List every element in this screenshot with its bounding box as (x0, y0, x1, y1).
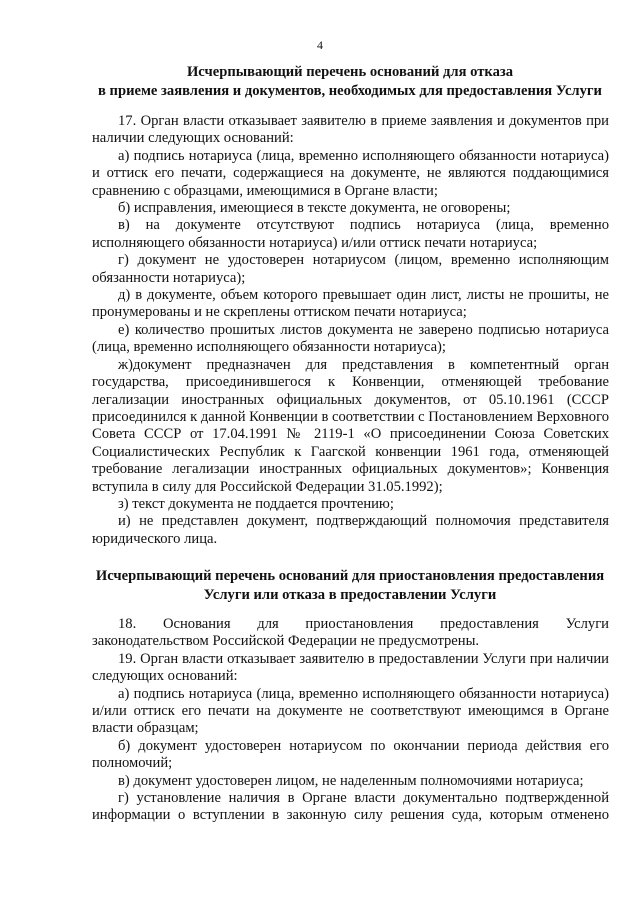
paragraph (92, 252, 609, 287)
paragraph-line: Социалистических Республик к Гаагской конвенции 1961 года, отменяющей (92, 443, 609, 460)
paragraph-line: юридического лица. (92, 530, 218, 547)
paragraph-line: е) количество прошитых листов документа не заверено подписью нотариуса (118, 321, 609, 338)
paragraph-line: присоединился к данной Конвенции в соответствии с Постановлением Верховного (92, 408, 609, 425)
paragraph (92, 357, 609, 496)
page-number: 4 (317, 38, 323, 52)
heading-line: Исчерпывающий перечень оснований для отказа (186, 64, 514, 80)
paragraph-line: требование легализации иностранных официальных документов»; Конвенция (92, 461, 609, 478)
paragraph-line: в) на документе отсутствуют подпись нотариуса (лица, временно (118, 217, 609, 234)
paragraph-line: законодательством Российской Федерации не предусмотрены. (92, 633, 480, 650)
heading-line: в приеме заявления и документов, необходимых для предоставления Услуги (98, 83, 602, 99)
paragraph-line: власти образцам; (92, 720, 199, 737)
paragraph-line: информации о вступлении в законную силу решения суда, которым отменено (92, 807, 609, 824)
section-1-body (92, 113, 609, 548)
paragraph-line: легализации иностранных официальных документов, от 05.10.1961 (СССР (92, 391, 609, 408)
paragraph-line: сравнению с образцами, имеющимися в Органе власти; (92, 182, 438, 199)
paragraph-line: исполняющего обязанности нотариуса) и/или оттиск печати нотариуса; (92, 234, 538, 251)
paragraph-line: б) исправления, имеющиеся в тексте документа, не оговорены; (118, 200, 511, 217)
paragraph-line: в) документ удостоверен лицом, не наделенным полномочиями нотариуса; (118, 772, 584, 789)
paragraph-line: государства, присоединившегося к Конвенции, отменяющей требование (92, 374, 609, 391)
paragraph-line: з) текст документа не поддается прочтению; (118, 495, 394, 512)
paragraph (92, 322, 609, 357)
paragraph (92, 686, 609, 738)
paragraph-line: пронумерованы и не скреплены оттиском печати нотариуса; (92, 304, 467, 321)
section-2-body (92, 616, 609, 825)
paragraph-line: и/или оттиск его печати на документе не соответствуют имеющимся в Органе (92, 703, 609, 720)
paragraph-line: ж)документ предназначен для представления в компетентный орган (118, 356, 609, 373)
paragraph (92, 738, 609, 773)
paragraph (92, 148, 609, 200)
paragraph (92, 113, 609, 148)
paragraph (92, 790, 609, 825)
paragraph-line: 18. Основания для приостановления предоставления Услуги (118, 616, 609, 632)
paragraph (92, 496, 609, 513)
paragraph-line: 19. Орган власти отказывает заявителю в предоставлении Услуги при наличии (118, 650, 609, 667)
paragraph-line: а) подпись нотариуса (лица, временно исполняющего обязанности нотариуса) (118, 685, 609, 702)
paragraph-line: и) не представлен документ, подтверждающий полномочия представителя (118, 513, 609, 530)
paragraph (92, 287, 609, 322)
paragraph-line: 17. Орган власти отказывает заявителю в приеме заявления и документов при (118, 113, 609, 129)
paragraph-line: наличии следующих оснований: (92, 130, 294, 147)
paragraph (92, 200, 609, 217)
paragraph-line: вступила в силу для Российской Федерации 31.05.1992); (92, 478, 443, 495)
paragraph (92, 513, 609, 548)
paragraph (92, 651, 609, 686)
paragraph (92, 217, 609, 252)
paragraph-line: и оттиск его печати, содержащиеся на документе, не являются поддающимися (92, 165, 609, 182)
paragraph-line: следующих оснований: (92, 668, 238, 685)
section-1-heading (80, 63, 620, 101)
paragraph-line: обязанности нотариуса); (92, 269, 246, 286)
paragraph (92, 616, 609, 651)
paragraph-line: г) установление наличия в Органе власти документально подтвержденной (118, 790, 609, 807)
paragraph-line: Совета СССР от 17.04.1991 № 2119-1 «О присоединении Союза Советских (92, 426, 609, 443)
paragraph-line: г) документ не удостоверен нотариусом (лицом, временно исполняющим (118, 252, 609, 269)
heading-line: Исчерпывающий перечень оснований для приостановления предоставления (95, 568, 605, 584)
paragraph-line: б) документ удостоверен нотариусом по окончании периода действия его (118, 737, 609, 754)
paragraph-line: полномочий; (92, 755, 173, 772)
section-2-heading (80, 567, 620, 605)
heading-line: Услуги или отказа в предоставлении Услуги (203, 587, 497, 603)
paragraph-line: (лица, временно исполняющего обязанности нотариуса); (92, 339, 446, 356)
paragraph-line: д) в документе, объем которого превышает один лист, листы не прошиты, не (118, 287, 609, 304)
paragraph-line: а) подпись нотариуса (лица, временно исполняющего обязанности нотариуса) (118, 147, 609, 164)
paragraph (92, 773, 609, 790)
